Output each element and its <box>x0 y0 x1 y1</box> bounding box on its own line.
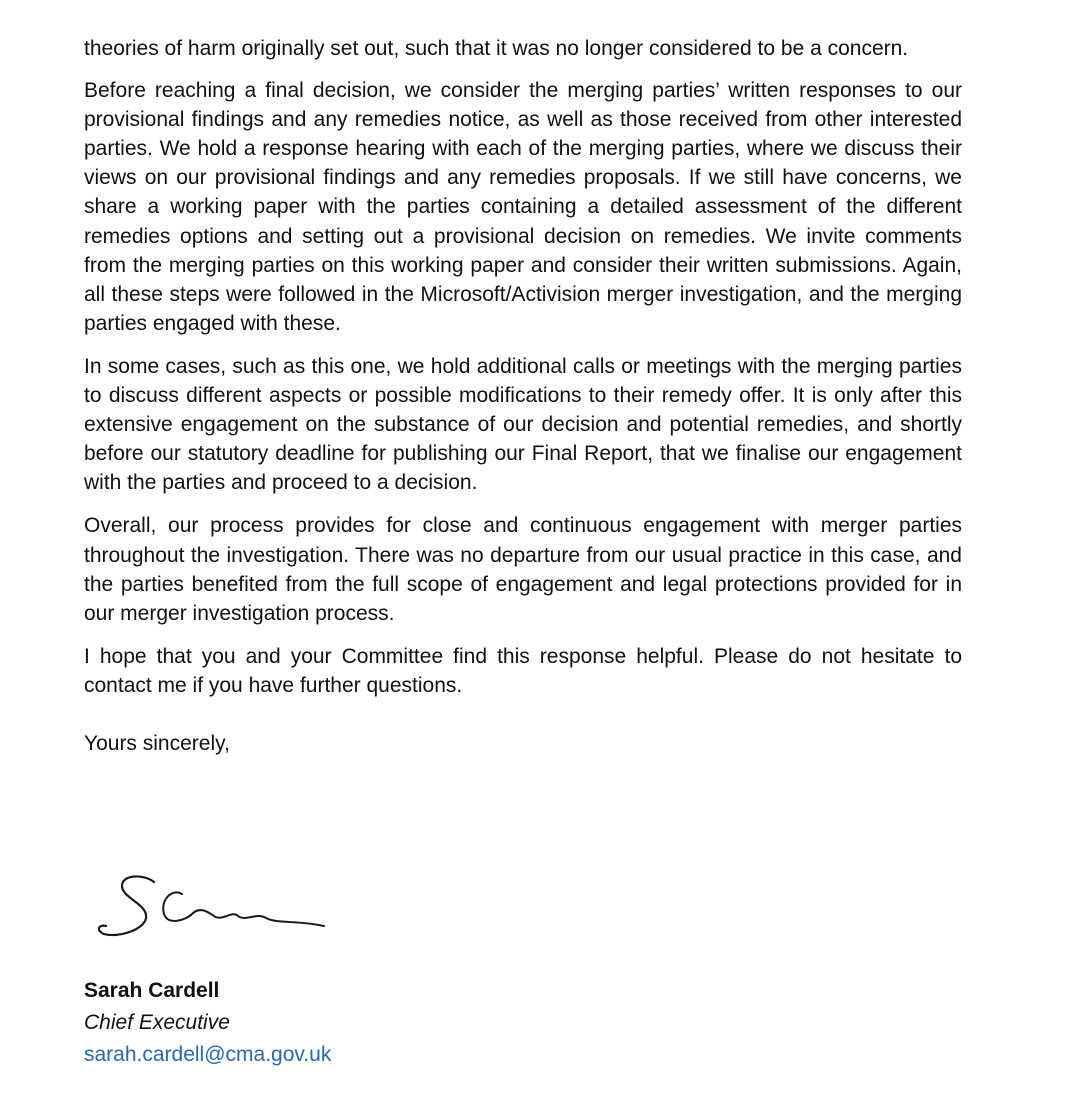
letter-body <box>84 34 962 758</box>
handwritten-signature <box>96 868 336 948</box>
signer-title: Chief Executive <box>84 1011 230 1034</box>
paragraph-final-decision: Before reaching a final decision, we consider the merging parties’ written responses to our provisional findings and any remedies notice, as well as those received from other interested parties. We hold a response hearing with each of the merging parties, where we discuss their views on our provisional findings and any remedies proposals. If we still have concerns, we share a working paper with the parties containing a detailed assessment of the different remedies options and setting out a provisional decision on remedies. We invite comments from the merging parties on this working paper and consider their written submissions. Again, all these steps were followed in the Microsoft/Activision merger investigation, and the merging parties engaged with these. <box>84 79 962 335</box>
paragraph-theories-of-harm: theories of harm originally set out, such that it was no longer considered to be a concern. <box>84 37 909 60</box>
signer-name: Sarah Cardell <box>84 979 220 1002</box>
signer-email-link[interactable]: sarah.cardell@cma.gov.uk <box>84 1043 332 1066</box>
paragraph-closing-remarks: I hope that you and your Committee find this response helpful. Please do not hesitate to contact me if you have further questions. <box>84 644 962 697</box>
paragraph-additional-calls: In some cases, such as this one, we hold additional calls or meetings with the merging parties to discuss different aspects or possible modifications to their remedy offer. It is only after this extensive engagement on the substance of our decision and potential remedies, and shortly before our statutory deadline for publishing our Final Report, that we finalise our engagement with the parties and proceed to a decision. <box>84 354 962 495</box>
paragraph-overall-process: Overall, our process provides for close and continuous engagement with merger parties throughout the investigation. There was no departure from our usual practice in this case, and the parties benefited from the full scope of engagement and legal protections provided for in our merger investigation process. <box>84 514 962 625</box>
closing-salutation: Yours sincerely, <box>84 731 230 755</box>
signer-block <box>84 975 331 1071</box>
